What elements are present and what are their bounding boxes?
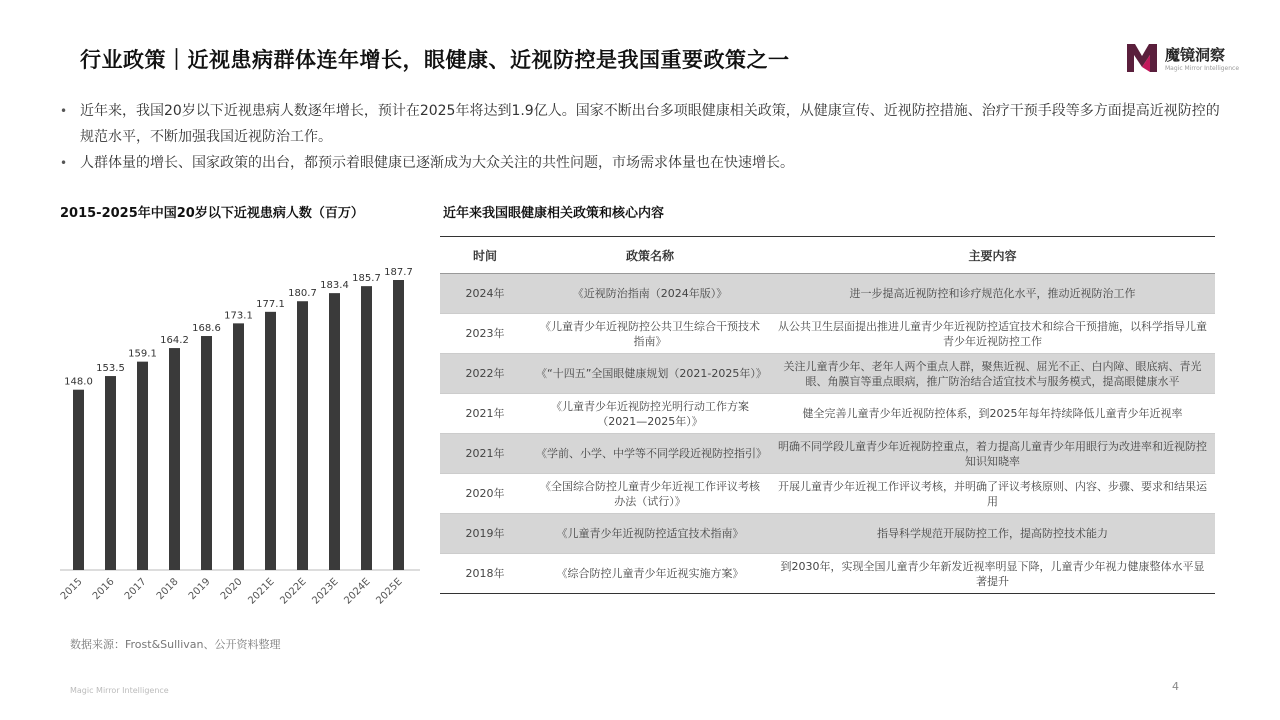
chart-title: 2015-2025年中国20岁以下近视患病人数（百万） <box>60 206 364 221</box>
bar-value-label: 185.7 <box>352 273 381 285</box>
row-time: 2020年 <box>440 474 530 514</box>
row-time: 2019年 <box>440 514 530 554</box>
bullet-item <box>60 150 1230 176</box>
x-tick-label: 2022E <box>278 576 309 607</box>
x-tick-label: 2025E <box>374 576 405 607</box>
table-header-row <box>440 237 1215 274</box>
summary-bullets <box>60 98 1230 176</box>
header-policy-name: 政策名称 <box>530 237 770 274</box>
bar-value-label: 183.4 <box>320 280 349 292</box>
row-policy-name: 《儿童青少年近视防控光明行动工作方案（2021—2025年）》 <box>530 394 770 434</box>
row-content: 到2030年，实现全国儿童青少年新发近视率明显下降，儿童青少年视力健康整体水平显著提升 <box>770 554 1215 594</box>
row-time: 2022年 <box>440 354 530 394</box>
row-policy-name: 《近视防治指南（2024年版）》 <box>530 274 770 314</box>
bar-2021E <box>265 312 276 570</box>
bar-value-label: 168.6 <box>192 323 221 335</box>
bullet-dot-icon: • <box>60 104 68 118</box>
table-row <box>440 514 1215 554</box>
header-content: 主要内容 <box>770 237 1215 274</box>
bar-2019 <box>201 336 212 570</box>
bar-2016 <box>105 376 116 570</box>
row-content: 从公共卫生层面提出推进儿童青少年近视防控适宜技术和综合干预措施，以科学指导儿童青少年近视防控工作 <box>770 314 1215 354</box>
bar-value-label: 173.1 <box>224 310 253 322</box>
x-tick-label: 2018 <box>154 576 181 603</box>
row-policy-name: 《全国综合防控儿童青少年近视工作评议考核办法（试行）》 <box>530 474 770 514</box>
brand-logo <box>1125 38 1240 78</box>
page-number: 4 <box>1172 680 1179 693</box>
x-tick-label: 2015 <box>58 576 85 603</box>
bar-2017 <box>137 362 148 570</box>
table-row <box>440 394 1215 434</box>
policy-table <box>440 236 1215 594</box>
bullet-dot-icon: • <box>60 156 68 170</box>
row-content: 明确不同学段儿童青少年近视防控重点，着力提高儿童青少年用眼行为改进率和近视防控知识知晓率 <box>770 434 1215 474</box>
table-title: 近年来我国眼健康相关政策和核心内容 <box>443 206 665 221</box>
header-time: 时间 <box>440 237 530 274</box>
bullet-text: 人群体量的增长、国家政策的出台，都预示着眼健康已逐渐成为大众关注的共性问题，市场需求体量也在快速增长。 <box>80 155 794 171</box>
row-time: 2018年 <box>440 554 530 594</box>
x-tick-label: 2023E <box>310 576 341 607</box>
row-time: 2021年 <box>440 434 530 474</box>
row-time: 2023年 <box>440 314 530 354</box>
row-time: 2024年 <box>440 274 530 314</box>
bar-value-label: 153.5 <box>96 363 125 375</box>
row-content: 指导科学规范开展防控工作，提高防控技术能力 <box>770 514 1215 554</box>
row-content: 进一步提高近视防控和诊疗规范化水平，推动近视防治工作 <box>770 274 1215 314</box>
bullet-text: 近年来，我国20岁以下近视患病人数逐年增长，预计在2025年将达到1.9亿人。国家不断出台多项眼健康相关政策，从健康宣传、近视防控措施、治疗干预手段等多方面提高近视防控的规范水平，不断加强我国近视防治工作。 <box>80 103 1220 145</box>
table-row <box>440 474 1215 514</box>
table-row <box>440 354 1215 394</box>
row-policy-name: 《学前、小学、中学等不同学段近视防控指引》 <box>530 434 770 474</box>
x-tick-label: 2019 <box>186 576 213 603</box>
row-policy-name: 《儿童青少年近视防控适宜技术指南》 <box>530 514 770 554</box>
row-policy-name: 《“十四五”全国眼健康规划（2021-2025年）》 <box>530 354 770 394</box>
data-source: 数据来源：Frost&Sullivan、公开资料整理 <box>70 638 281 651</box>
bar-value-label: 164.2 <box>160 335 189 347</box>
bar-2015 <box>73 390 84 570</box>
page-title: 行业政策｜近视患病群体连年增长，眼健康、近视防控是我国重要政策之一 <box>80 48 790 72</box>
table-row <box>440 434 1215 474</box>
bar-chart <box>55 230 425 630</box>
bar-value-label: 177.1 <box>256 298 285 310</box>
logo-mark-icon <box>1125 40 1159 74</box>
row-time: 2021年 <box>440 394 530 434</box>
bar-value-label: 180.7 <box>288 288 317 300</box>
bar-2020 <box>233 323 244 570</box>
table-row <box>440 554 1215 594</box>
bar-value-label: 148.0 <box>64 376 93 388</box>
x-tick-label: 2020 <box>218 576 245 603</box>
x-tick-label: 2024E <box>342 576 373 607</box>
bar-2024E <box>361 286 372 570</box>
bar-value-label: 187.7 <box>384 267 413 278</box>
row-content: 开展儿童青少年近视工作评议考核，并明确了评议考核原则、内容、步骤、要求和结果运用 <box>770 474 1215 514</box>
logo-text: 魔镜洞察 <box>1165 46 1226 64</box>
row-policy-name: 《儿童青少年近视防控公共卫生综合干预技术指南》 <box>530 314 770 354</box>
x-tick-label: 2017 <box>122 576 149 603</box>
table-row <box>440 274 1215 314</box>
row-content: 健全完善儿童青少年近视防控体系，到2025年每年持续降低儿童青少年近视率 <box>770 394 1215 434</box>
bar-2023E <box>329 293 340 570</box>
bar-2018 <box>169 348 180 570</box>
table-row <box>440 314 1215 354</box>
x-tick-label: 2021E <box>246 576 277 607</box>
footer-brand-note: Magic Mirror Intelligence <box>70 686 169 695</box>
bullet-item <box>60 98 1230 150</box>
bar-2022E <box>297 301 308 570</box>
x-tick-label: 2016 <box>90 576 117 603</box>
row-content: 关注儿童青少年、老年人两个重点人群，聚焦近视、屈光不正、白内障、眼底病、青光眼、角膜盲等重点眼病，推广防治结合适宜技术与服务模式，提高眼健康水平 <box>770 354 1215 394</box>
row-policy-name: 《综合防控儿童青少年近视实施方案》 <box>530 554 770 594</box>
bar-value-label: 159.1 <box>128 348 157 360</box>
logo-subtitle: Magic Mirror Intelligence <box>1165 65 1240 72</box>
bar-2025E <box>393 280 404 570</box>
